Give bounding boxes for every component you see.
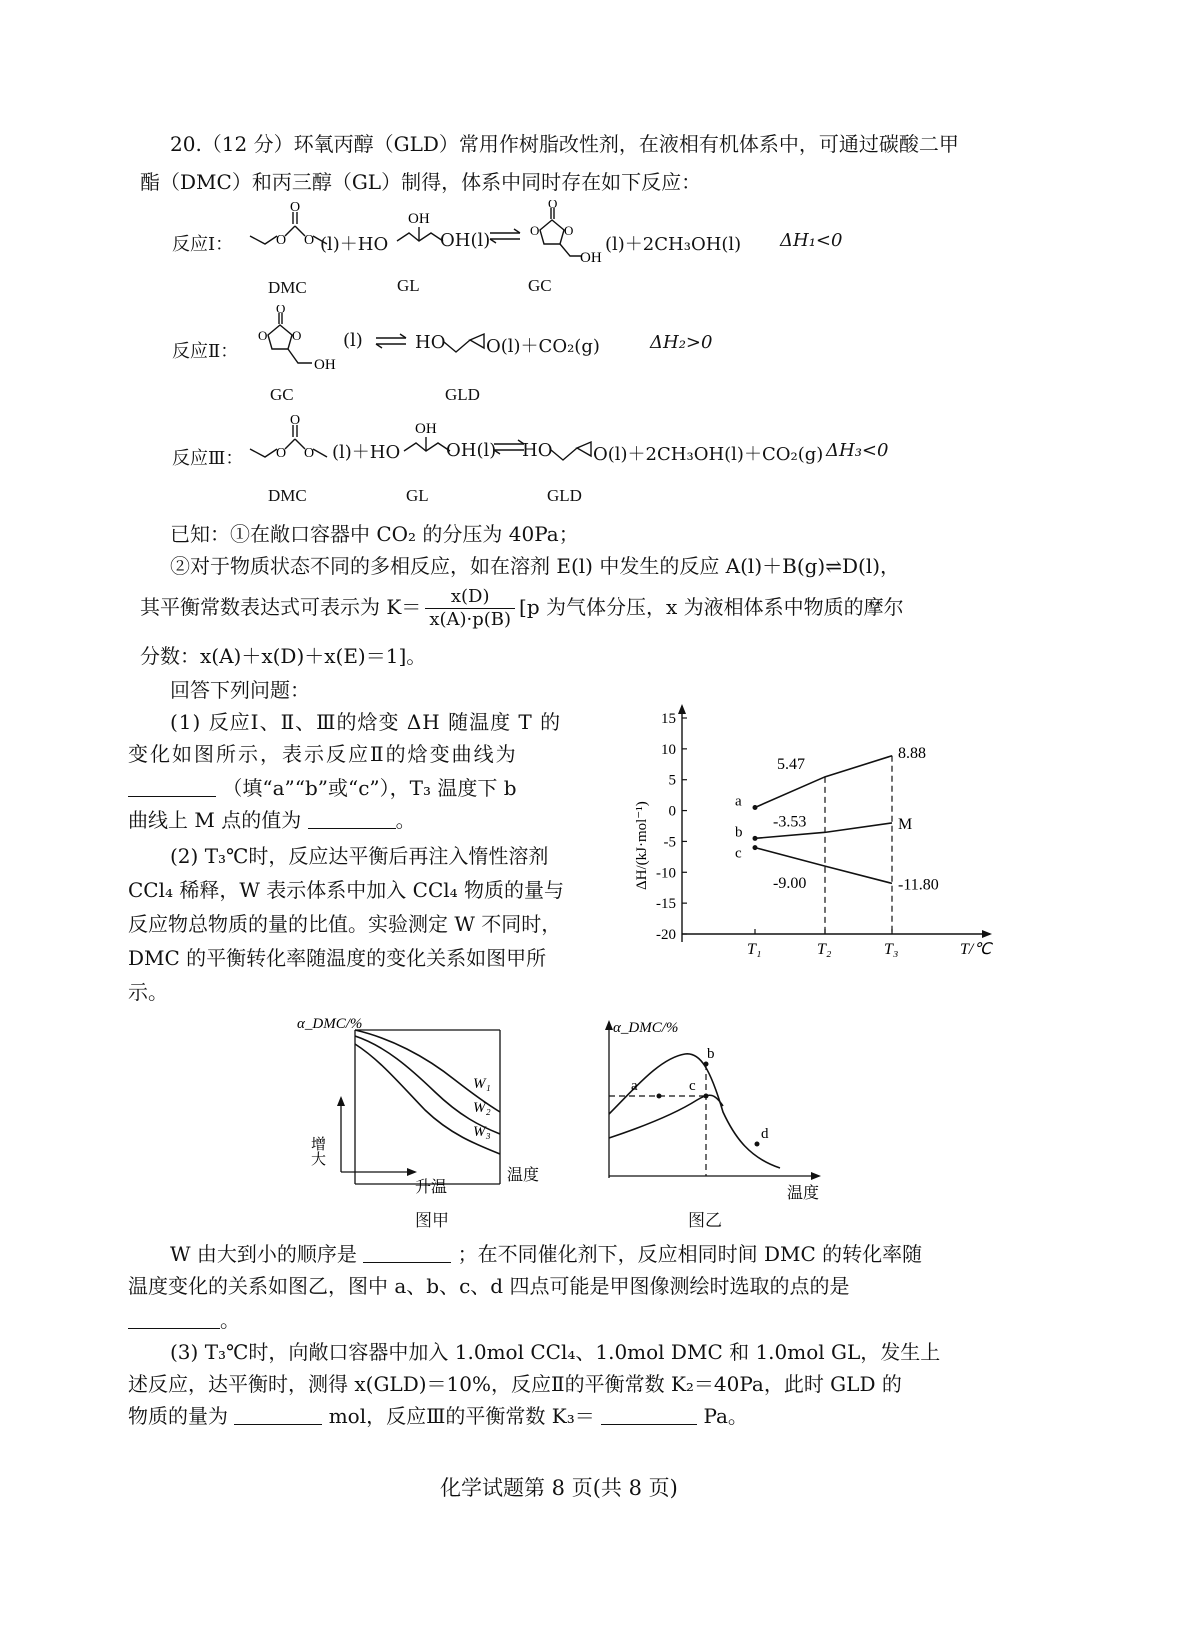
q2-line-6b: ；在不同催化剂下，反应相同时间 DMC 的转化率随 (457, 1242, 923, 1266)
series-name-c: c (735, 845, 742, 862)
q3-line-1: (3) T₃℃时，向敞口容器中加入 1.0mol CCl₄、1.0mol DMC 和 1.0mol GL，发生上 (170, 1340, 941, 1364)
k-denominator: x(A)·p(B) (429, 609, 512, 630)
known-2: ②对于物质状态不同的多相反应，如在溶剂 E(l) 中发生的反应 A(l)＋B(g)⇌D(l)， (170, 554, 901, 578)
y-tick-label: -5 (663, 834, 676, 851)
atom-label: O (258, 328, 268, 343)
y-tick-label: 15 (661, 711, 676, 727)
figure-jia (295, 1008, 555, 1208)
heat-label: 升温 (415, 1179, 448, 1196)
point-label: -11.80 (898, 876, 939, 894)
series-label-w2: W₂ (473, 1100, 491, 1116)
point-label: M (898, 815, 913, 833)
point-label-b: b (707, 1046, 715, 1062)
series-line-a (755, 756, 892, 808)
atom-label: O (304, 233, 315, 248)
point-label: 8.88 (898, 744, 926, 762)
known-3 (140, 586, 904, 631)
atom-label: O (290, 200, 301, 215)
enthalpy-chart (620, 700, 1010, 970)
reaction-3-label: 反应Ⅲ： (172, 448, 244, 469)
point-d (755, 1142, 760, 1147)
answer-blank-1[interactable] (128, 776, 216, 797)
point-label: -9.00 (773, 875, 807, 893)
answer-blank-6[interactable] (601, 1404, 697, 1425)
reaction-3-text-4: O(l)＋2CH₃OH(l)＋CO₂(g) (593, 444, 824, 465)
series-label-w3: W₃ (473, 1124, 491, 1140)
x-tick-label: T₃ (884, 941, 899, 958)
increase-arrow-head (337, 1096, 345, 1106)
atom-label: O (548, 200, 558, 211)
q1-line-4 (128, 806, 416, 834)
q1-end: 。 (395, 808, 416, 832)
point-label: -3.53 (773, 813, 807, 831)
x-axis-label: T/℃ (960, 941, 992, 958)
y-tick-label: -10 (656, 865, 676, 882)
guide-lines (825, 756, 892, 934)
equilibrium-arrow-3 (492, 436, 526, 458)
x-tick-label: T₁ (747, 941, 762, 958)
reaction-2-text-3: O(l)＋CO₂(g) (486, 336, 600, 357)
reaction-2-dh: ΔH₂>0 (650, 332, 713, 353)
answer-blank-3[interactable] (363, 1242, 451, 1263)
dmc-label: DMC (268, 278, 307, 297)
q2-line-3: 反应物总物质的量的比值。实验测定 W 不同时， (128, 912, 562, 936)
y-axis-label: α_DMC/% (297, 1016, 363, 1032)
equilibrium-arrow-2 (374, 330, 408, 352)
series-start-c (753, 845, 758, 850)
reaction-2-label: 反应Ⅱ： (172, 341, 239, 362)
atom-label: OH (415, 421, 437, 437)
answer-blank-2[interactable] (308, 808, 396, 829)
answer-intro: 回答下列问题： (170, 678, 310, 702)
heat-arrow-head (407, 1168, 417, 1176)
atom-label: O (290, 413, 301, 428)
q2-line-1: (2) T₃℃时，反应达平衡后再注入惰性溶剂 (170, 844, 549, 868)
q1-line-1: (1) 反应Ⅰ、Ⅱ、Ⅲ的焓变 ΔH 随温度 T 的 (170, 710, 562, 734)
gc-structure-1 (522, 200, 602, 275)
gc-structure-2 (250, 305, 340, 380)
gc-label-2: GC (270, 385, 294, 404)
q3-line-3b: mol，反应Ⅲ的平衡常数 K₃＝ (328, 1404, 595, 1428)
reaction-1-text-3: (l)＋2CH₃OH(l) (605, 234, 742, 255)
q20-line-1: 20.（12 分）环氧丙醇（GLD）常用作树脂改性剂，在液相有机体系中，可通过碳酸二甲 (170, 132, 959, 156)
gld-label-2: GLD (445, 385, 480, 404)
known-1: 已知：①在敞口容器中 CO₂ 的分压为 40Pa； (170, 522, 579, 546)
reaction-1-text-1: (l)＋HO (320, 234, 389, 255)
y-axis-label: ΔH/(kJ·mol⁻¹) (634, 801, 650, 890)
q2-line-4: DMC 的平衡转化率随温度的变化关系如图甲所 (128, 946, 547, 970)
known-3-post: [p 为气体分压，x 为液相体系中物质的摩尔 (519, 595, 904, 619)
k-fraction (425, 586, 515, 631)
x-axis-label: 温度 (507, 1167, 540, 1184)
atom-label: O (276, 446, 287, 461)
known-3-pre: 其平衡常数表达式可表示为 K＝ (140, 595, 422, 619)
series-label-w1: W₁ (473, 1076, 491, 1092)
reaction-1-label: 反应Ⅰ： (172, 234, 234, 255)
point-c (704, 1094, 709, 1099)
page-footer: 化学试题第 8 页(共 8 页) (440, 1476, 678, 1500)
increase-label: 增大 (309, 1136, 325, 1166)
atom-label: OH (580, 250, 602, 266)
q2-line-8 (128, 1306, 240, 1334)
reaction-3-text-2: OH(l) (446, 440, 497, 461)
atom-label: O (304, 446, 315, 461)
dmc-label-3: DMC (268, 486, 307, 505)
y-axis-arrow (678, 704, 686, 714)
point-label-d: d (761, 1126, 769, 1142)
atom-label: O (564, 223, 574, 238)
answer-blank-5[interactable] (234, 1404, 322, 1425)
q1-line-4-text: 曲线上 M 点的值为 (128, 808, 302, 832)
q1-line-3-text: （填“a”“b”或“c”），T₃ 温度下 b (222, 776, 517, 800)
x-tick-label: T₂ (817, 941, 832, 958)
figure-yi-caption: 图乙 (688, 1211, 722, 1231)
reaction-3-dh: ΔH₃<0 (826, 440, 889, 461)
y-tick-label: -15 (656, 896, 676, 913)
gl-label-3: GL (406, 486, 429, 505)
atom-label: O (292, 328, 302, 343)
gl-chain-3 (402, 415, 452, 465)
q2-line-2: CCl₄ 稀释，W 表示体系中加入 CCl₄ 物质的量与 (128, 878, 565, 902)
q2-line-7: 温度变化的关系如图乙，图中 a、b、c、d 四点可能是甲图像测绘时选取的点的是 (128, 1274, 850, 1298)
catalyst-curve-1 (609, 1054, 780, 1168)
y-tick-label: 5 (668, 772, 676, 789)
y-axis-label: α_DMC/% (613, 1020, 679, 1036)
point-label-a: a (631, 1078, 638, 1094)
y-tick-label: -20 (656, 927, 676, 943)
atom-label: O (530, 223, 540, 238)
reaction-1-text-2: OH(l) (440, 230, 491, 251)
answer-blank-4[interactable] (128, 1308, 220, 1329)
x-axis-arrow (811, 1172, 821, 1180)
figure-yi (575, 1008, 845, 1208)
q2-line-5: 示。 (128, 980, 168, 1004)
point-label-c: c (689, 1078, 696, 1094)
q2-line-8-end: 。 (220, 1308, 240, 1332)
k-numerator: x(D) (425, 586, 515, 609)
atom-label: O (276, 305, 286, 316)
gc-label: GC (528, 276, 552, 295)
q20-line-2: 酯（DMC）和丙三醇（GL）制得，体系中同时存在如下反应： (140, 170, 702, 194)
equilibrium-arrow-1 (488, 225, 522, 247)
point-a (657, 1094, 662, 1099)
reaction-2-text-1: (l) (343, 330, 363, 351)
atom-label: OH (408, 211, 430, 227)
figure-jia-caption: 图甲 (415, 1211, 449, 1231)
q3-line-2: 述反应，达平衡时，测得 x(GLD)＝10%，反应Ⅱ的平衡常数 K₂＝40Pa，此时 GLD 的 (128, 1372, 902, 1396)
x-axis-arrow (982, 930, 992, 938)
q1-line-3 (128, 774, 517, 802)
q3-line-3 (128, 1402, 748, 1430)
atom-label: OH (314, 357, 336, 373)
q3-line-3c: Pa。 (703, 1404, 748, 1428)
dmc-structure-3 (245, 413, 335, 473)
q3-line-3a: 物质的量为 (128, 1404, 228, 1428)
x-axis-label: 温度 (787, 1185, 820, 1202)
reaction-2-text-2: HO (415, 332, 446, 353)
reaction-1-dh: ΔH₁<0 (780, 230, 843, 251)
y-tick-label: 10 (661, 741, 676, 758)
y-tick-label: 0 (668, 803, 676, 820)
point-b (704, 1062, 709, 1067)
q2-line-6 (170, 1240, 922, 1268)
known-4: 分数：x(A)＋x(D)＋x(E)＝1]。 (140, 644, 427, 668)
y-axis-arrow (605, 1020, 613, 1030)
q1-line-2: 变化如图所示，表示反应Ⅱ的焓变曲线为 (128, 742, 518, 766)
series-start-a (753, 805, 758, 810)
atom-label: O (276, 233, 287, 248)
series-lines (735, 756, 892, 884)
gld-label-3: GLD (547, 486, 582, 505)
reaction-3-text-1: (l)＋HO (332, 442, 401, 463)
point-label: 5.47 (777, 755, 805, 773)
q2-line-6a: W 由大到小的顺序是 (170, 1242, 357, 1266)
series-name-a: a (735, 793, 742, 810)
series-start-b (753, 836, 758, 841)
gl-label: GL (397, 276, 420, 295)
series-name-b: b (735, 824, 743, 841)
reaction-3-text-3: HO (522, 440, 553, 461)
gl-chain-1 (395, 205, 445, 255)
